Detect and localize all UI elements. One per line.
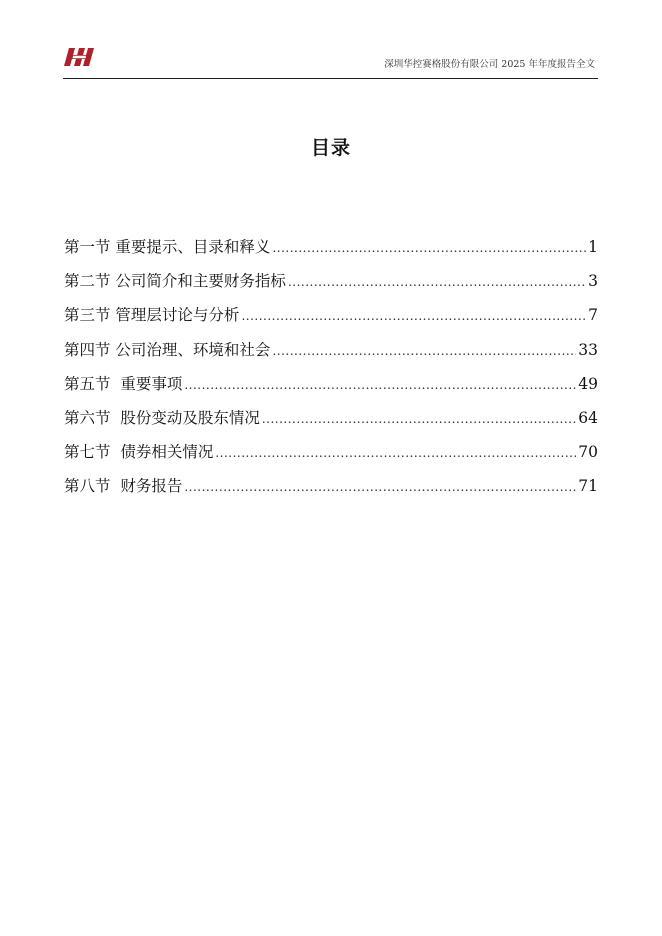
toc-entry-section-6[interactable] xyxy=(64,407,598,441)
toc-page-number: 71 xyxy=(578,477,598,496)
toc-dot-leader xyxy=(272,340,576,362)
toc-page-number: 70 xyxy=(578,443,598,462)
table-of-contents xyxy=(64,236,598,510)
toc-entry-label: 第四节 公司治理、环境和社会 xyxy=(64,340,271,359)
toc-entry-section-1[interactable] xyxy=(64,236,598,270)
toc-entry-section-4[interactable] xyxy=(64,339,598,373)
toc-entry-label: 第一节 重要提示、目录和释义 xyxy=(64,238,271,256)
toc-entry-section-2[interactable] xyxy=(64,270,598,304)
toc-dot-leader xyxy=(241,305,586,327)
page-title: 目录 xyxy=(310,137,351,159)
toc-dot-leader xyxy=(215,442,576,464)
toc-entry-label: 第三节 管理层讨论与分析 xyxy=(64,306,240,325)
toc-page-number: 33 xyxy=(578,340,598,359)
toc-entry-label: 第八节 财务报告 xyxy=(64,477,183,496)
header-divider xyxy=(63,78,598,79)
toc-page-number: 3 xyxy=(588,272,598,291)
toc-entry-label: 第五节 重要事项 xyxy=(64,374,183,393)
company-logo-icon xyxy=(64,46,94,68)
toc-page-number: 64 xyxy=(578,408,598,427)
toc-dot-leader xyxy=(272,237,586,259)
toc-page-number: 49 xyxy=(578,374,598,393)
toc-page-number: 1 xyxy=(588,238,598,256)
toc-dot-leader xyxy=(262,408,576,430)
toc-dot-leader xyxy=(184,374,576,396)
report-header-title: 深圳华控赛格股份有限公司 2025 年年度报告全文 xyxy=(384,59,595,70)
toc-entry-section-8[interactable] xyxy=(64,475,598,509)
toc-entry-section-3[interactable] xyxy=(64,304,598,338)
toc-entry-section-5[interactable] xyxy=(64,373,598,407)
toc-dot-leader xyxy=(184,476,576,498)
toc-entry-section-7[interactable] xyxy=(64,441,598,475)
toc-entry-label: 第二节 公司简介和主要财务指标 xyxy=(64,272,286,291)
toc-page-number: 7 xyxy=(588,306,598,325)
toc-entry-label: 第六节 股份变动及股东情况 xyxy=(64,408,260,427)
toc-entry-label: 第七节 债券相关情况 xyxy=(64,443,214,462)
toc-dot-leader xyxy=(288,271,586,293)
